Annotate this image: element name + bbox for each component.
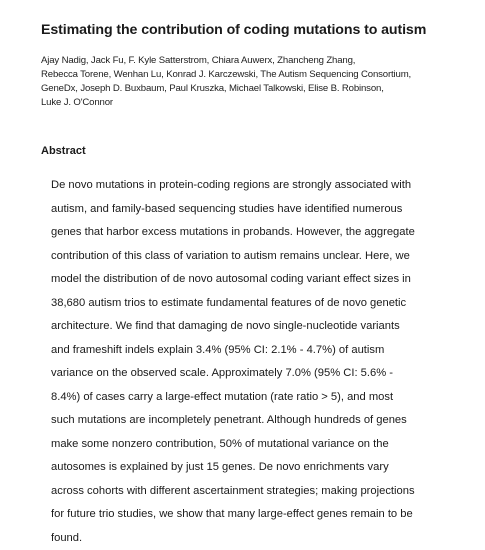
paper-title: Estimating the contribution of coding mutations to autism xyxy=(41,20,481,40)
abstract-line: for future trio studies, we show that many large-effect genes remain to be xyxy=(51,503,461,527)
abstract-line: 38,680 autism trios to estimate fundamental features of de novo genetic xyxy=(51,292,461,316)
author-line: Luke J. O'Connor xyxy=(41,96,471,110)
abstract-line: across cohorts with different ascertainment strategies; making projections xyxy=(51,480,461,504)
abstract-line: architecture. We find that damaging de novo single-nucleotide variants xyxy=(51,315,461,339)
abstract-heading: Abstract xyxy=(41,143,86,159)
abstract-line: variance on the observed scale. Approximately 7.0% (95% CI: 5.6% - xyxy=(51,362,461,386)
abstract-line: contribution of this class of variation to autism remains unclear. Here, we xyxy=(51,245,461,269)
abstract-line: autism, and family-based sequencing studies have identified numerous xyxy=(51,198,461,222)
abstract-line: found. xyxy=(51,527,461,550)
author-line: Rebecca Torene, Wenhan Lu, Konrad J. Karczewski, The Autism Sequencing Consortium, xyxy=(41,68,471,82)
abstract-body xyxy=(51,174,461,550)
abstract-line: model the distribution of de novo autosomal coding variant effect sizes in xyxy=(51,268,461,292)
abstract-line: De novo mutations in protein-coding regions are strongly associated with xyxy=(51,174,461,198)
abstract-line: genes that harbor excess mutations in probands. However, the aggregate xyxy=(51,221,461,245)
author-line: GeneDx, Joseph D. Buxbaum, Paul Kruszka, Michael Talkowski, Elise B. Robinson, xyxy=(41,82,471,96)
abstract-line: and frameshift indels explain 3.4% (95% CI: 2.1% - 4.7%) of autism xyxy=(51,339,461,363)
abstract-line: 8.4%) of cases carry a large-effect mutation (rate ratio > 5), and most xyxy=(51,386,461,410)
abstract-line: make some nonzero contribution, 50% of mutational variance on the xyxy=(51,433,461,457)
author-list xyxy=(41,54,471,110)
author-line: Ajay Nadig, Jack Fu, F. Kyle Satterstrom, Chiara Auwerx, Zhancheng Zhang, xyxy=(41,54,471,68)
abstract-line: such mutations are incompletely penetrant. Although hundreds of genes xyxy=(51,409,461,433)
abstract-line: autosomes is explained by just 15 genes. De novo enrichments vary xyxy=(51,456,461,480)
